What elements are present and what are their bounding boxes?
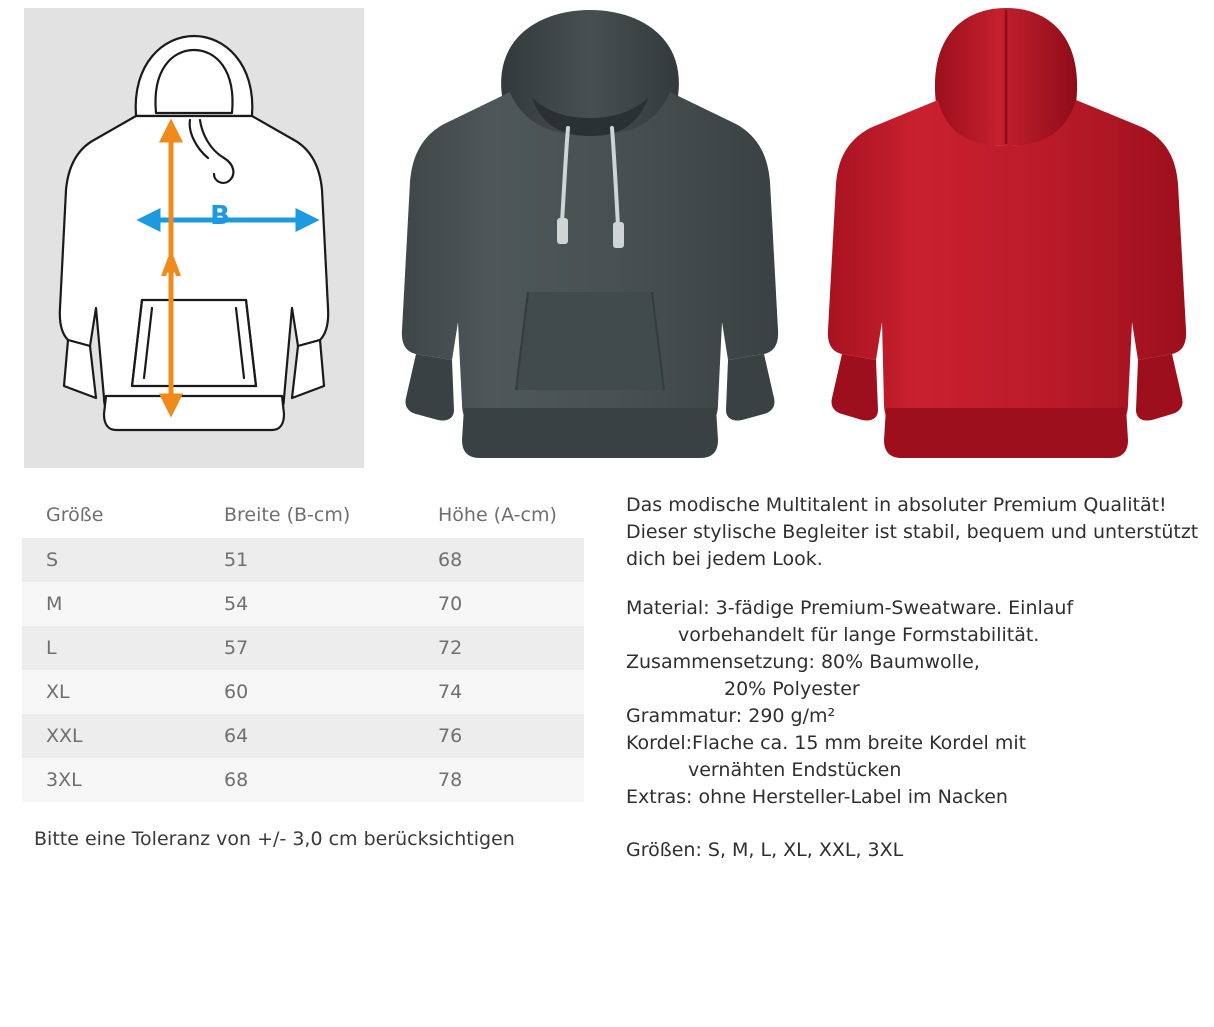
grammatur-line: Grammatur: 290 g/m² [626,704,836,727]
kordel-line-1: Kordel:Flache ca. 15 mm breite Kordel mit [626,731,1027,754]
size-table [22,492,584,802]
cell-height: 78 [414,758,584,802]
tolerance-note: Bitte eine Toleranz von +/- 3,0 cm berücksichtigen [34,828,515,850]
table-row [22,538,584,582]
table-row [22,626,584,670]
hoodie-front-grey-icon [382,0,798,470]
cell-size: S [22,538,200,582]
cell-width: 68 [200,758,414,802]
table-row [22,670,584,714]
cell-width: 64 [200,714,414,758]
hoodie-back-image [798,0,1214,470]
table-row [22,758,584,802]
kordel-line-2: vernähten Endstücken [688,758,902,781]
material-line-2: vorbehandelt für lange Formstabilität. [678,623,1040,646]
cell-height: 68 [414,538,584,582]
hoodie-back-red-icon [798,0,1214,470]
cell-width: 54 [200,582,414,626]
measurement-diagram-cell [0,0,382,470]
hoodie-front-image [382,0,798,470]
cell-height: 76 [414,714,584,758]
cell-width: 60 [200,670,414,714]
extras-line: Extras: ohne Hersteller-Label im Nacken [626,785,1008,808]
size-table-column [0,492,608,864]
cell-size: XXL [22,714,200,758]
column-header-size: Größe [22,492,200,538]
cell-size: M [22,582,200,626]
column-header-height: Höhe (A-cm) [414,492,584,538]
table-row [22,714,584,758]
measurement-diagram-box [24,8,364,468]
hoodie-outline-icon [24,8,364,468]
description-column [608,492,1214,864]
product-images-row [0,0,1214,480]
cell-width: 51 [200,538,414,582]
description-intro: Das modische Multitalent in absoluter Premium Qualität! Dieser stylische Begleiter ist stabil, bequem und unterstützt dich bei jedem Look. [626,494,1199,570]
cell-width: 57 [200,626,414,670]
table-row [22,582,584,626]
composition-line-2: 20% Polyester [724,677,860,700]
cell-height: 70 [414,582,584,626]
details-section [0,492,1214,864]
cell-height: 74 [414,670,584,714]
sizes-line: Größen: S, M, L, XL, XXL, 3XL [626,838,904,861]
cell-size: 3XL [22,758,200,802]
height-label: A [160,253,182,283]
material-line-1: Material: 3-fädige Premium-Sweatware. Einlauf [626,596,1074,619]
column-header-width: Breite (B-cm) [200,492,414,538]
cell-size: L [22,626,200,670]
composition-line-1: Zusammensetzung: 80% Baumwolle, [626,650,980,673]
width-label: B [210,201,230,231]
table-header-row [22,492,584,538]
cell-height: 72 [414,626,584,670]
cell-size: XL [22,670,200,714]
